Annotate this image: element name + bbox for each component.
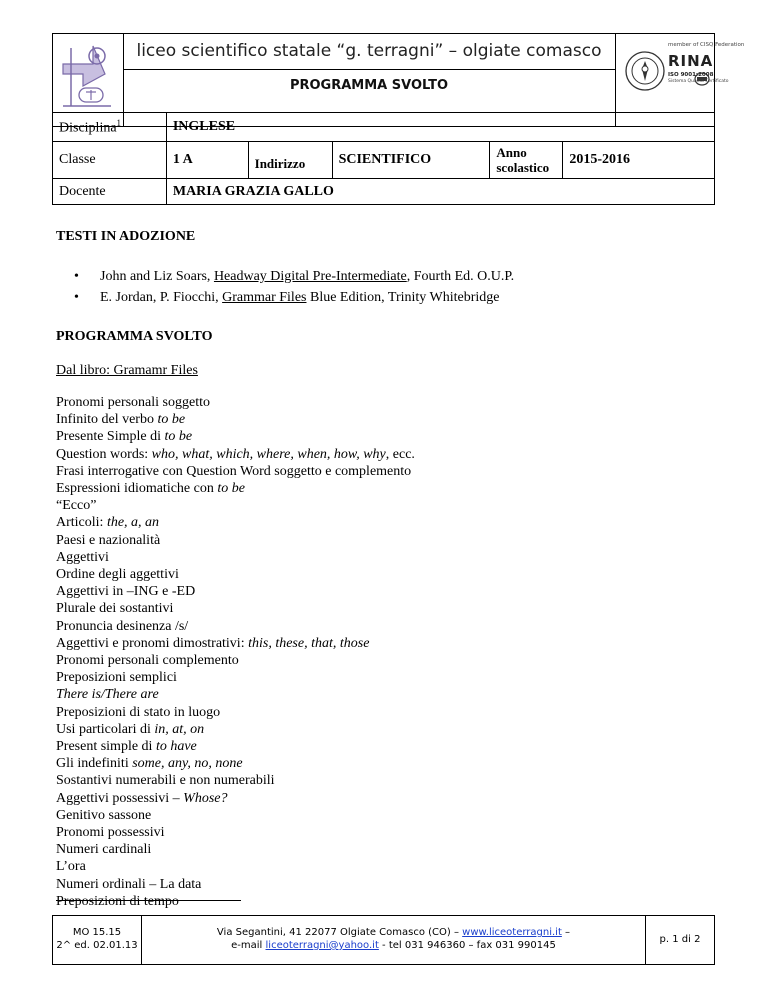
topic-text: Infinito del verbo bbox=[56, 412, 158, 428]
topic-italic: There is/There are bbox=[56, 687, 159, 703]
topic-suffix: , ecc. bbox=[385, 446, 415, 462]
email-link[interactable]: liceoterragni@yahoo.it bbox=[265, 940, 379, 951]
topic-italic: to be bbox=[157, 412, 186, 428]
list-item bbox=[56, 600, 415, 617]
topic-italic: to be bbox=[217, 481, 245, 497]
list-item bbox=[56, 669, 415, 686]
list-item bbox=[56, 497, 415, 514]
list-item bbox=[56, 428, 415, 445]
list-item bbox=[56, 446, 415, 463]
teacher-value: MARIA GRAZIA GALLO bbox=[166, 179, 714, 205]
topic-text: Numeri ordinali – La data bbox=[56, 876, 202, 892]
class-value: 1 A bbox=[166, 142, 248, 179]
book-authors: John and Liz Soars, bbox=[100, 269, 214, 284]
topic-italic: this, these, that, those bbox=[248, 635, 370, 651]
topic-text: Articoli: bbox=[56, 515, 107, 531]
footer-code-cell bbox=[53, 916, 142, 964]
topic-text: Aggettivi possessivi – bbox=[56, 790, 184, 806]
topic-text: Pronomi possessivi bbox=[56, 825, 165, 841]
address-end: – bbox=[561, 927, 571, 938]
list-item bbox=[74, 266, 514, 287]
topic-text: Ordine degli aggettivi bbox=[56, 567, 179, 583]
topic-text: Plurale dei sostantivi bbox=[56, 601, 174, 617]
website-link[interactable]: www.liceoterragni.it bbox=[462, 927, 562, 938]
topic-italic: some, any, no, none bbox=[132, 756, 243, 772]
list-item bbox=[56, 480, 415, 497]
topic-text: Usi particolari di bbox=[56, 721, 155, 737]
form-edition: 2^ ed. 02.01.13 bbox=[56, 940, 138, 951]
book-details: Blue Edition, Trinity Whitebridge bbox=[306, 290, 500, 305]
topic-text: Pronuncia desinenza /s/ bbox=[56, 618, 189, 634]
list-item bbox=[56, 807, 415, 824]
book-authors: E. Jordan, P. Fiocchi, bbox=[100, 290, 223, 305]
cert-member-text: member of CISQ Federation bbox=[668, 42, 745, 48]
footnote-rule bbox=[56, 900, 241, 901]
list-item bbox=[56, 893, 415, 910]
track-value: SCIENTIFICO bbox=[332, 142, 490, 179]
class-label: Classe bbox=[53, 142, 167, 179]
book-title: Headway Digital Pre-Intermediate bbox=[213, 269, 407, 284]
list-item bbox=[56, 652, 415, 669]
discipline-label: Disciplina bbox=[59, 120, 117, 136]
topic-text: Genitivo sassone bbox=[56, 807, 152, 823]
email-prefix: e-mail bbox=[231, 940, 266, 951]
list-item bbox=[56, 824, 415, 841]
topic-text: Preposizioni di tempo bbox=[56, 893, 179, 909]
topic-text: Espressioni idiomatiche con bbox=[56, 481, 218, 497]
list-item bbox=[56, 738, 415, 755]
topic-text: Pronomi personali complemento bbox=[56, 653, 239, 669]
topic-text: “Ecco” bbox=[56, 498, 97, 514]
list-item bbox=[56, 790, 415, 807]
cert-brand: RINA bbox=[668, 52, 714, 70]
list-item bbox=[56, 721, 415, 738]
topic-text: Aggettivi bbox=[56, 549, 109, 565]
topic-italic: who, what, which, where, when, how, why bbox=[151, 446, 386, 462]
topic-italic: to be bbox=[164, 429, 193, 445]
discipline-label-cell bbox=[53, 113, 167, 142]
list-item bbox=[56, 394, 415, 411]
topic-list bbox=[56, 394, 415, 910]
discipline-value: INGLESE bbox=[166, 113, 714, 142]
teacher-label: Docente bbox=[53, 179, 167, 205]
footer-address-cell bbox=[142, 916, 646, 964]
row-teacher bbox=[53, 179, 715, 205]
topic-text: Paesi e nazionalità bbox=[56, 532, 161, 548]
topic-italic: Whose? bbox=[183, 790, 228, 806]
list-item bbox=[56, 772, 415, 789]
texts-heading: TESTI IN ADOZIONE bbox=[56, 229, 196, 244]
course-info-table bbox=[52, 112, 715, 205]
list-item bbox=[56, 566, 415, 583]
program-heading: PROGRAMMA SVOLTO bbox=[56, 329, 213, 344]
list-item bbox=[56, 463, 415, 480]
year-value: 2015-2016 bbox=[563, 142, 715, 179]
row-discipline bbox=[53, 113, 715, 142]
topic-text: Aggettivi e pronomi dimostrativi: bbox=[56, 635, 249, 651]
topic-text: Sostantivi numerabili e non numerabili bbox=[56, 773, 275, 789]
topic-text: Preposizioni semplici bbox=[56, 670, 177, 686]
book-list bbox=[74, 266, 514, 308]
topic-text: Presente Simple di bbox=[56, 429, 165, 445]
list-item bbox=[56, 618, 415, 635]
seal-icon bbox=[624, 50, 666, 92]
topic-text: L’ora bbox=[56, 859, 86, 875]
topic-italic: the, a, an bbox=[106, 515, 160, 531]
list-item bbox=[56, 549, 415, 566]
cert-iso: ISO 9001:2008 bbox=[668, 72, 714, 78]
phone-fax: - tel 031 946360 – fax 031 990145 bbox=[378, 940, 556, 951]
track-label: Indirizzo bbox=[248, 142, 332, 179]
form-code: MO 15.15 bbox=[72, 927, 122, 938]
year-label: Anno scolastico bbox=[490, 142, 563, 179]
page-number: p. 1 di 2 bbox=[659, 934, 701, 945]
topic-text: Question words: bbox=[56, 446, 152, 462]
topic-text: Numeri cardinali bbox=[56, 842, 152, 858]
topic-text: Gli indefiniti bbox=[56, 756, 133, 772]
list-item bbox=[56, 704, 415, 721]
book-details: , Fourth Ed. O.U.P. bbox=[406, 269, 515, 284]
list-item bbox=[74, 287, 514, 308]
list-item bbox=[56, 583, 415, 600]
document-type: PROGRAMMA SVOLTO bbox=[123, 70, 616, 126]
footnote-marker: 1 bbox=[116, 117, 122, 128]
topic-text: Pronomi personali soggetto bbox=[56, 395, 210, 410]
list-item bbox=[56, 755, 415, 772]
list-item bbox=[56, 514, 415, 531]
list-item bbox=[56, 635, 415, 652]
topic-italic: to have bbox=[155, 739, 197, 755]
list-item bbox=[56, 841, 415, 858]
school-name: liceo scientifico statale “g. terragni” – olgiate comasco bbox=[123, 34, 616, 70]
list-item bbox=[56, 686, 415, 703]
list-item bbox=[56, 532, 415, 549]
document-footer bbox=[52, 915, 715, 965]
list-item bbox=[56, 411, 415, 428]
book-title: Grammar Files bbox=[222, 290, 307, 305]
topic-text: Frasi interrogative con Question Word soggetto e complemento bbox=[56, 463, 412, 479]
topic-text: Present simple di bbox=[56, 739, 156, 755]
cert-subtitle: Sistema Qualità Certificato bbox=[668, 79, 729, 84]
topic-italic: in, at, on bbox=[154, 721, 205, 737]
program-source: Dal libro: Gramamr Files bbox=[56, 363, 198, 378]
topic-text: Preposizioni di stato in luogo bbox=[56, 704, 221, 720]
list-item bbox=[56, 858, 415, 875]
list-item bbox=[56, 876, 415, 893]
row-class bbox=[53, 142, 715, 179]
topic-text: Aggettivi in –ING e -ED bbox=[56, 584, 196, 600]
address-text: Via Segantini, 41 22077 Olgiate Comasco (CO) – bbox=[216, 927, 463, 938]
